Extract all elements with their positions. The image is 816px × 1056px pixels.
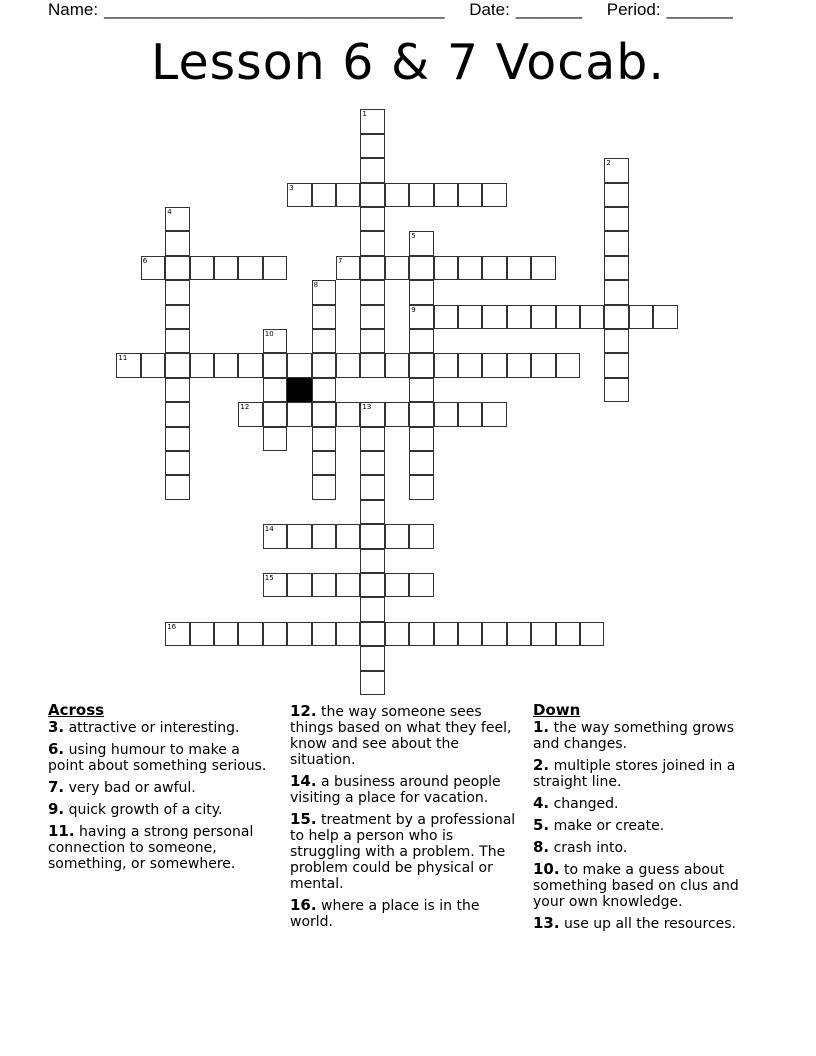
crossword-cell[interactable] <box>336 353 360 377</box>
clue-text: treatment by a professional to help a person who is struggling with a problem. The problem could be physical or mental. <box>290 812 516 892</box>
crossword-cell[interactable] <box>190 622 214 646</box>
crossword-cell[interactable] <box>409 353 433 377</box>
clue-text: multiple stores joined in a straight line. <box>533 758 736 790</box>
crossword-cell[interactable] <box>263 329 287 353</box>
crossword-cell[interactable] <box>214 622 238 646</box>
clue-item <box>48 823 276 872</box>
crossword-cell[interactable] <box>434 622 458 646</box>
clue-number: 3. <box>48 718 65 736</box>
crossword-cell[interactable] <box>312 402 336 426</box>
crossword-cell[interactable] <box>360 305 384 329</box>
crossword-cell[interactable] <box>385 573 409 597</box>
clue-number: 6 <box>142 256 148 265</box>
crossword-cell[interactable] <box>482 353 506 377</box>
crossword-cell[interactable] <box>458 305 482 329</box>
crossword-cell[interactable] <box>385 183 409 207</box>
crossword-cell[interactable] <box>360 597 384 621</box>
clue-text: make or create. <box>553 818 665 834</box>
crossword-cell[interactable] <box>507 256 531 280</box>
clue-number: 9. <box>48 800 65 818</box>
crossword-cell[interactable] <box>214 256 238 280</box>
crossword-cell[interactable] <box>531 305 555 329</box>
crossword-cell[interactable] <box>360 671 384 695</box>
down-clues-column <box>533 702 763 937</box>
crossword-cell[interactable] <box>604 280 628 304</box>
clue-item <box>533 757 763 790</box>
crossword-cell[interactable] <box>409 256 433 280</box>
crossword-cell[interactable] <box>507 353 531 377</box>
crossword-cell[interactable] <box>312 524 336 548</box>
clue-number: 2. <box>533 756 550 774</box>
crossword-cell[interactable] <box>409 524 433 548</box>
crossword-cell[interactable] <box>312 573 336 597</box>
clue-item <box>290 703 522 768</box>
crossword-cell[interactable] <box>287 402 311 426</box>
clue-item <box>533 861 763 910</box>
crossword-cell[interactable] <box>482 402 506 426</box>
crossword-cell[interactable] <box>165 305 189 329</box>
crossword-cell[interactable] <box>409 402 433 426</box>
period-field[interactable]: _______ <box>666 0 733 19</box>
crossword-cell[interactable] <box>434 256 458 280</box>
crossword-cell[interactable] <box>165 378 189 402</box>
crossword-cell[interactable] <box>604 231 628 255</box>
black-cell <box>287 378 311 402</box>
crossword-cell[interactable] <box>604 305 628 329</box>
clue-number: 10 <box>264 330 274 338</box>
crossword-cell[interactable] <box>604 353 628 377</box>
crossword-cell[interactable] <box>263 256 287 280</box>
clue-number: 4 <box>167 208 172 216</box>
crossword-cell[interactable] <box>409 622 433 646</box>
crossword-cell[interactable] <box>385 524 409 548</box>
clue-number: 15 <box>264 574 274 582</box>
clue-number: 8 <box>313 281 319 290</box>
crossword-cell[interactable] <box>336 622 360 646</box>
across-heading: Across <box>48 701 105 719</box>
crossword-cell[interactable] <box>287 524 311 548</box>
clue-number: 5 <box>411 232 416 241</box>
crossword-cell[interactable] <box>263 524 287 548</box>
clue-number: 14. <box>290 772 317 790</box>
clue-number: 15. <box>290 810 317 828</box>
crossword-cell[interactable] <box>409 475 433 499</box>
clue-number: 6. <box>48 740 65 758</box>
crossword-cell[interactable] <box>409 231 433 255</box>
crossword-cell[interactable] <box>165 280 189 304</box>
crossword-cell[interactable] <box>141 353 165 377</box>
clue-number: 12. <box>290 702 317 720</box>
crossword-cell[interactable] <box>312 329 336 353</box>
crossword-cell[interactable] <box>482 305 506 329</box>
period-label: Period: <box>606 0 661 19</box>
date-label: Date: <box>469 0 510 19</box>
crossword-cell[interactable] <box>409 451 433 475</box>
across-clues-column-2 <box>290 703 522 935</box>
crossword-cell[interactable] <box>165 256 189 280</box>
name-field[interactable]: ____________________________________ <box>104 0 445 19</box>
crossword-cell[interactable] <box>360 231 384 255</box>
crossword-cell[interactable] <box>385 622 409 646</box>
crossword-cell[interactable] <box>604 329 628 353</box>
down-heading: Down <box>533 701 581 719</box>
crossword-cell[interactable] <box>409 183 433 207</box>
clue-number: 10. <box>533 860 560 878</box>
clue-item <box>290 773 522 806</box>
clue-number: 13. <box>533 914 560 932</box>
crossword-cell[interactable] <box>629 305 653 329</box>
crossword-cell[interactable] <box>482 622 506 646</box>
crossword-cell[interactable] <box>580 305 604 329</box>
crossword-cell[interactable] <box>116 353 140 377</box>
crossword-cell[interactable] <box>312 305 336 329</box>
crossword-cell[interactable] <box>336 183 360 207</box>
clue-number: 1. <box>533 718 550 736</box>
clue-number: 13 <box>362 403 372 412</box>
crossword-cell[interactable] <box>360 207 384 231</box>
clue-number: 2 <box>606 159 611 168</box>
crossword-cell[interactable] <box>312 427 336 451</box>
crossword-cell[interactable] <box>263 402 287 426</box>
crossword-cell[interactable] <box>409 573 433 597</box>
crossword-cell[interactable] <box>312 183 336 207</box>
crossword-cell[interactable] <box>165 231 189 255</box>
crossword-cell[interactable] <box>336 573 360 597</box>
crossword-cell[interactable] <box>360 475 384 499</box>
crossword-cell[interactable] <box>556 622 580 646</box>
date-field[interactable]: _______ <box>515 0 583 19</box>
crossword-cell[interactable] <box>360 134 384 158</box>
crossword-cell[interactable] <box>531 256 555 280</box>
crossword-cell[interactable] <box>360 549 384 573</box>
clue-item <box>290 811 522 892</box>
crossword-cell[interactable] <box>336 256 360 280</box>
crossword-cell[interactable] <box>360 524 384 548</box>
clue-number: 1 <box>362 110 367 119</box>
crossword-cell[interactable] <box>238 353 262 377</box>
across-clues-column-1 <box>48 702 276 877</box>
crossword-cell[interactable] <box>360 646 384 670</box>
crossword-cell[interactable] <box>434 183 458 207</box>
crossword-cell[interactable] <box>409 280 433 304</box>
crossword-cell[interactable] <box>482 256 506 280</box>
clue-text: quick growth of a city. <box>68 802 223 818</box>
clue-number: 9 <box>411 305 416 314</box>
clue-number: 16 <box>167 622 177 631</box>
clue-text: to make a guess about something based on clus and your own knowledge. <box>533 862 739 910</box>
crossword-cell[interactable] <box>458 353 482 377</box>
crossword-cell[interactable] <box>190 353 214 377</box>
crossword-cell[interactable] <box>385 256 409 280</box>
crossword-cell[interactable] <box>409 427 433 451</box>
crossword-cell[interactable] <box>190 256 214 280</box>
crossword-cell[interactable] <box>556 353 580 377</box>
crossword-cell[interactable] <box>360 500 384 524</box>
crossword-cell[interactable] <box>312 475 336 499</box>
crossword-cell[interactable] <box>287 573 311 597</box>
crossword-cell[interactable] <box>434 305 458 329</box>
crossword-cell[interactable] <box>458 622 482 646</box>
crossword-cell[interactable] <box>360 109 384 133</box>
clue-text: the way something grows and changes. <box>533 720 735 752</box>
crossword-cell[interactable] <box>580 622 604 646</box>
crossword-cell[interactable] <box>238 402 262 426</box>
crossword-cell[interactable] <box>604 378 628 402</box>
crossword-cell[interactable] <box>360 183 384 207</box>
clue-item <box>533 839 763 856</box>
crossword-cell[interactable] <box>287 622 311 646</box>
clue-text: very bad or awful. <box>68 780 196 796</box>
clue-number: 11. <box>48 822 75 840</box>
worksheet-header <box>48 0 739 20</box>
crossword-cell[interactable] <box>165 207 189 231</box>
crossword-cell[interactable] <box>409 329 433 353</box>
clue-number: 5. <box>533 816 550 834</box>
clue-number: 7 <box>338 256 343 265</box>
crossword-cell[interactable] <box>238 622 262 646</box>
crossword-cell[interactable] <box>604 183 628 207</box>
crossword-cell[interactable] <box>360 158 384 182</box>
clue-item <box>533 915 763 932</box>
crossword-cell[interactable] <box>556 305 580 329</box>
page-title: Lesson 6 & 7 Vocab. <box>151 34 665 91</box>
clue-item <box>48 741 276 774</box>
clue-item <box>533 795 763 812</box>
crossword-cell[interactable] <box>507 622 531 646</box>
crossword-cell[interactable] <box>458 402 482 426</box>
crossword-cell[interactable] <box>263 622 287 646</box>
clue-item <box>48 801 276 818</box>
crossword-cell[interactable] <box>263 378 287 402</box>
crossword-cell[interactable] <box>604 158 628 182</box>
crossword-cell[interactable] <box>263 573 287 597</box>
crossword-cell[interactable] <box>165 329 189 353</box>
crossword-cell[interactable] <box>312 451 336 475</box>
crossword-cell[interactable] <box>165 451 189 475</box>
crossword-cell[interactable] <box>287 353 311 377</box>
crossword-cell[interactable] <box>604 256 628 280</box>
clue-number: 8. <box>533 838 550 856</box>
crossword-cell[interactable] <box>360 280 384 304</box>
crossword-cell[interactable] <box>458 183 482 207</box>
clue-number: 4. <box>533 794 550 812</box>
clue-item <box>533 719 763 752</box>
clue-text: a business around people visiting a place for vacation. <box>290 774 501 806</box>
crossword-cell[interactable] <box>434 353 458 377</box>
crossword-cell[interactable] <box>360 402 384 426</box>
crossword-cell[interactable] <box>141 256 165 280</box>
crossword-cell[interactable] <box>434 402 458 426</box>
crossword-cell[interactable] <box>360 329 384 353</box>
crossword-cell[interactable] <box>653 305 677 329</box>
clue-number: 14 <box>264 525 274 534</box>
crossword-cell[interactable] <box>507 305 531 329</box>
crossword-cell[interactable] <box>360 427 384 451</box>
clue-text: having a strong personal connection to someone, something, or somewhere. <box>48 824 254 872</box>
crossword-cell[interactable] <box>458 256 482 280</box>
crossword-cell[interactable] <box>263 427 287 451</box>
clue-text: using humour to make a point about something serious. <box>48 742 267 774</box>
crossword-cell[interactable] <box>531 622 555 646</box>
crossword-cell[interactable] <box>360 622 384 646</box>
crossword-cell[interactable] <box>165 427 189 451</box>
crossword-cell[interactable] <box>312 353 336 377</box>
clue-text: where a place is in the world. <box>290 898 480 930</box>
crossword-cell[interactable] <box>336 402 360 426</box>
crossword-cell[interactable] <box>263 353 287 377</box>
crossword-cell[interactable] <box>531 353 555 377</box>
clue-item <box>290 897 522 930</box>
clue-number: 11 <box>118 354 128 363</box>
clue-item <box>48 719 276 736</box>
crossword-cell[interactable] <box>312 280 336 304</box>
clue-item <box>48 779 276 796</box>
crossword-cell[interactable] <box>409 378 433 402</box>
clue-text: crash into. <box>553 840 628 856</box>
crossword-cell[interactable] <box>238 256 262 280</box>
crossword-cell[interactable] <box>360 451 384 475</box>
name-label: Name: <box>48 0 99 19</box>
crossword-cell[interactable] <box>336 524 360 548</box>
crossword-cell[interactable] <box>312 378 336 402</box>
crossword-cell[interactable] <box>165 353 189 377</box>
crossword-cell[interactable] <box>165 402 189 426</box>
clue-text: use up all the resources. <box>564 916 737 932</box>
crossword-cell[interactable] <box>482 183 506 207</box>
clue-text: attractive or interesting. <box>68 720 240 736</box>
crossword-cell[interactable] <box>214 353 238 377</box>
clue-number: 16. <box>290 896 317 914</box>
clue-number: 12 <box>240 403 250 412</box>
clue-text: changed. <box>553 796 619 812</box>
crossword-cell[interactable] <box>165 622 189 646</box>
crossword-cell[interactable] <box>360 573 384 597</box>
crossword-cell[interactable] <box>287 183 311 207</box>
crossword-cell[interactable] <box>312 622 336 646</box>
crossword-cell[interactable] <box>385 402 409 426</box>
crossword-cell[interactable] <box>409 305 433 329</box>
crossword-cell[interactable] <box>360 256 384 280</box>
clue-number: 7. <box>48 778 65 796</box>
crossword-cell[interactable] <box>604 207 628 231</box>
clue-number: 3 <box>289 183 294 192</box>
clue-item <box>533 817 763 834</box>
clue-text: the way someone sees things based on what they feel, know and see about the situation. <box>290 704 512 768</box>
crossword-cell[interactable] <box>165 475 189 499</box>
crossword-cell[interactable] <box>385 353 409 377</box>
crossword-cell[interactable] <box>360 353 384 377</box>
